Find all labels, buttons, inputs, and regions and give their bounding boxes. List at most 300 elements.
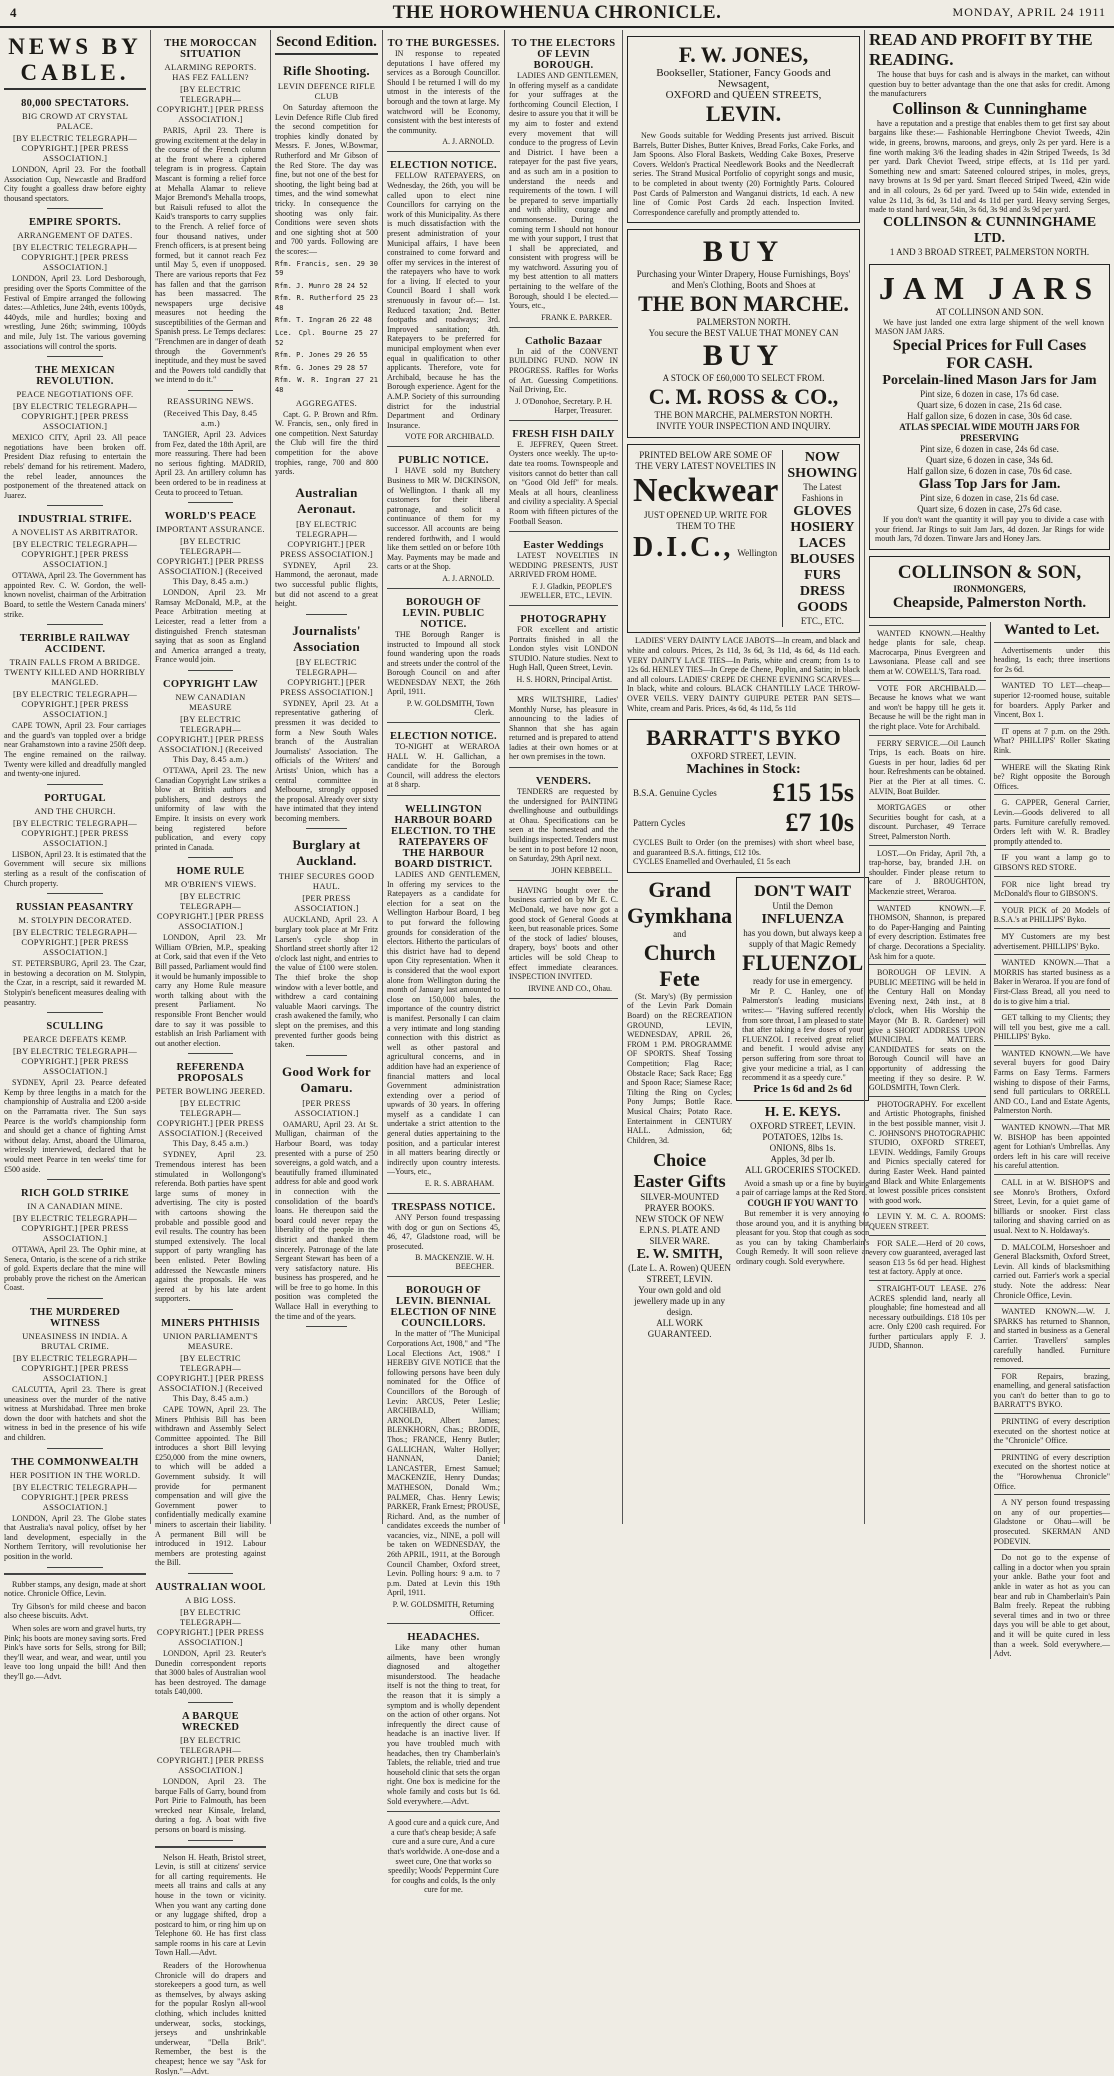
collinson-son-name: COLLINSON & SON,	[897, 561, 1082, 583]
article-body: LISBON, April 23. It is estimated that the Government will secure six millions sterling as a result of the confiscation of Church property.	[4, 849, 146, 888]
article-headline: TERRIBLE RAILWAY ACCIDENT.	[19, 633, 131, 656]
fw-jones-name: F. W. JONES,	[678, 42, 809, 67]
divider	[509, 689, 618, 690]
article-headline: MINERS PHTHISIS	[161, 1317, 260, 1329]
jewellery-note: Your own gold and old jewellery made up in any design.	[634, 1285, 726, 1318]
plate-silverware: NEW STOCK OF NEW E.P.N.S. PLATE AND SILVER WARE.	[635, 1214, 724, 1247]
he-keys-address: OXFORD STREET, LEVIN.	[750, 1120, 856, 1131]
notice-heading: Easter Weddings	[523, 540, 604, 552]
collinson-son-ad	[869, 556, 1110, 618]
classified-ad: IT opens at 7 p.m. on the 29th. What? PHILLIPS' Roller Skating Rink.	[994, 723, 1111, 756]
rifle-body-2: Capt. G. P. Brown and Rfm. W. Francis, sen., only fired in one competition. Next Saturday the Club will fire the third competition for the above trophies, range, 700 and 800 yards.	[275, 409, 378, 477]
classified-ad: MORTGAGES or other Securities bought for cash, at a discount. Purchaser, 49 Terrace Street, Palmerston North.	[869, 799, 986, 841]
issue-date: MONDAY, APRIL 24 1911	[952, 5, 1106, 19]
rifle-subheading: LEVIN DEFENCE RIFLE CLUB	[277, 81, 376, 101]
notice-heading: ELECTION NOTICE.	[390, 731, 497, 743]
classified-ad: Wanted to Let.	[1004, 621, 1100, 638]
fluenzol-sub: has you down, but always keep a supply of that Magic Remedy	[743, 927, 863, 949]
article-body: CAPE TOWN, April 23. The Miners Phthisis Bill has been withdrawn and Assembly Select Committee appointed. The Bill introduces a short Bill levying £250,000 from the mine owners, to which will be added a Government subsidy. It will provide for permanent compensation and will give the Government power to confidentially medically examine miners to ascertain their liability. A permanent Bill will be introduced in 1912. Labour members are protesting against the Bill.	[155, 1404, 266, 1568]
divider	[47, 893, 104, 894]
list-item: FURS	[804, 568, 841, 584]
second-edition-banner: Second Edition.	[275, 30, 378, 55]
notice-body: LATEST NOVELTIES IN WEDDING PRESENTS, JUST ARRIVED FROM HOME.	[509, 551, 618, 580]
article-body: SYDNEY, April 23. Tremendous interest has been stimulated in Wollongong's referenda. Both parties have spent large sums of money in advertising. The city is posted with cartoons showing the probable and possible good and evil results. The country has been stumped extensively. The local support of party wrangling has been enlisted. Peter Bowling addressed the Newcastle miners against the proposals. He was jeered at by his late ardent supporters.	[155, 1150, 266, 1304]
list-item: Rfm. P. Jones 29 26 55	[275, 351, 368, 360]
notice-body: MRS WILTSHIRE, Ladies' Monthly Nurse, has pleasure in announcing to the ladies of Shannon that she has again returned and is prepared to attend ladies at their own homes or at her own premises in the town.	[509, 694, 618, 762]
notice-body: In aid of the CONVENT BUILDING FUND. NOW IN PROGRESS. Raffles for Works of Art. Guessing Competitions. Nail Driving, Etc.	[509, 346, 618, 395]
masthead	[0, 0, 1114, 28]
list-item: Rfm. W. R. Ingram 27 21 48	[275, 376, 378, 395]
list-item: DRESS GOODS	[797, 584, 848, 616]
column-second-edition	[270, 30, 382, 1524]
divider	[509, 327, 618, 328]
divider	[509, 880, 618, 881]
dic-just: JUST OPENED UP. WRITE FOR THEM TO THE	[643, 510, 768, 532]
pattern-label: Pattern Cycles	[633, 817, 686, 828]
classified-ad: YOUR PICK of 20 Models of B.S.A.'s at PHILLIPS' Byko.	[994, 902, 1111, 925]
classified-ad: Advertisements under this heading, 1s each; three insertions for 2s 6d.	[994, 642, 1111, 675]
classified-ad: A NY person found trespassing on any of our properties—Gladstone or Ohau—will be prosecuted. SKERMAN AND PODEVIN.	[994, 1494, 1111, 1546]
list-item: Try Gibson's for mild cheese and bacon also cheese biscuits. Advt.	[4, 1601, 146, 1621]
list-item: POTATOES, 12lbs 1s.	[762, 1131, 843, 1142]
article-subheading: M. STOLYPIN DECORATED.	[18, 915, 132, 926]
bottom-ads	[627, 876, 870, 1341]
collinson-address: 1 AND 3 BROAD STREET, PALMERSTON NORTH.	[889, 246, 1090, 257]
list-item: Quart size, 6 dozen in case, 21s 6d case.	[917, 399, 1062, 410]
article-headline: COPYRIGHT LAW	[162, 678, 258, 690]
article-body: LONDON, April 23. Mr Ramsay McDonald, M.P., at the Peace Arbitration meeting at Leicester, read a letter from a distinguished French statesman saying that as soon as England and America arranged a treaty, France would join.	[155, 588, 266, 665]
article-body: SYDNEY, April 23. Hammond, the aeronaut, made two successful public flights, but did not ascend to a great height.	[275, 560, 378, 609]
notice-signature: J. O'Donohoe, Secretary. P. H. Harper, Treasurer.	[515, 396, 612, 415]
classified-ad: WANTED KNOWN.—That MR W. BISHOP has been appointed agent for Lothian's Umbrellas. Any orders left in his care will receive his careful attention.	[994, 1119, 1111, 1171]
classifieds-left	[869, 622, 986, 1659]
notices-5	[509, 38, 618, 999]
gymkhana-grand: Grand	[648, 876, 711, 902]
list-item: Pint size, 6 dozen in case, 17s 6d case.	[920, 388, 1059, 399]
work-guaranteed: ALL WORK GUARANTEED.	[647, 1318, 712, 1340]
jam-note: If you don't want the quantity it will pay you to divide a case with your friend. Jar Rings to suit Jam Jars, 4d dozen. Jar Rings for wide mouth Jars, 7d dozen. Tinware Jars and Honey Jars.	[875, 514, 1104, 544]
classified-ad: WANTED KNOWN.—F. THOMSON, Shannon, is prepared to do Paper-Hanging and Painting of every description. Estimates free of charge. Decorations a Speciality. Ask him for a quote.	[869, 900, 986, 962]
cheapside-address: Cheapside, Palmerston North.	[892, 594, 1087, 611]
article-subheading: PEACE NEGOTIATIONS OFF.	[16, 389, 134, 400]
article-headline: Journalists' Association	[292, 622, 361, 654]
article-subheading: PEARCE DEFEATS KEMP.	[22, 1034, 127, 1045]
article-credit: [BY ELECTRIC TELEGRAPH—COPYRIGHT.] [PER PRESS ASSOCIATION.]	[12, 1353, 137, 1384]
article-body: SYDNEY, April 23. Pearce defeated Kemp by three lengths in a match for the championship of Australia and £200 a-side on the Parramatta river. The Sun says Pearce is the world's championship form and should get a chance of fighting Arnst without delay. Arnst, aboard the Ulimaroa, wirelessly interviewed, declared that he would meet Pearce in ten weeks' time for £500 aside.	[4, 1078, 146, 1174]
porcelain-sizes	[875, 389, 1104, 422]
divider	[47, 1179, 104, 1180]
notice-signature: P. W. GOLDSMITH, Returning Officer.	[392, 1600, 494, 1619]
divider	[188, 1702, 232, 1703]
classified-ad: LEVIN Y. M. C. A. ROOMS: QUEEN STREET.	[869, 1208, 986, 1231]
divider	[509, 531, 618, 532]
notice-body: TENDERS are requested by the undersigned for PAINTING dwellinghouse and outbuildings at Ohau. Specifications can be seen at the homestead and the buildings inspected. Tenders must be sent in to post before 12 noon, on Saturday, 29th April next.	[509, 787, 618, 864]
fw-jones-body: New Goods suitable for Wedding Presents just arrived. Biscuit Barrels, Butter Dishes, Butter Knives, Bread Forks, Cake Forks, and Jam Spoons. Also Floral Baskets, Wedding Cake Boxes, Preserve Covers. Weldon's Practical Needlework Books and the Needlecraft series. The Strand Musical Portfolio of copyright songs and music, to be completed in about twenty (20) Fortnightly Parts. Coloured Post Cards of Palmerston and Wanganui districts, 1d each. A new line of Comic Post Cards 2d each. Inspection Invited. Correspondence carefully and promptly attended to.	[633, 131, 854, 217]
article-credit: [BY ELECTRIC TELEGRAPH—COPYRIGHT.] [PER PRESS ASSOCIATION.]	[12, 133, 137, 163]
article-credit: [BY ELECTRIC TELEGRAPH—COPYRIGHT.] [PER PRESS ASSOCIATION.] (Received This Day, 8.45 a.m.)	[156, 1098, 265, 1149]
article-credit: [BY ELECTRIC TELEGRAPH—COPYRIGHT.] [PER PRESS ASSOCIATION.]	[12, 817, 137, 848]
cable-items	[4, 98, 146, 1568]
list-item: ALL GROCERIES STOCKED.	[745, 1164, 861, 1175]
divider	[306, 828, 347, 829]
byko-address: OXFORD STREET, LEVIN.	[690, 751, 797, 762]
classified-ad: PRINTING of every description executed on the shortest notice at the "Chronicle" Office.	[994, 1413, 1111, 1446]
notice-heading: BOROUGH OF LEVIN. PUBLIC NOTICE.	[402, 596, 485, 630]
atlas-jars: ATLAS SPECIAL WIDE MOUTH JARS FOR PRESERVING	[899, 421, 1080, 443]
article-headline: HOME RULE	[176, 866, 245, 878]
article-headline: 80,000 SPECTATORS.	[21, 98, 129, 109]
article-body: TANGIER, April 23. Advices from Fez, dated the 18th April, are more reassuring. There had been no serious fighting. MADRID, April 23. An artillery column has been ordered to be in readiness at Ceuta to proceed to Tetuan.	[155, 430, 266, 497]
fw-jones-ad	[627, 36, 860, 223]
divider	[509, 605, 618, 606]
column-advertisements	[622, 30, 870, 1524]
collinson-firm: COLLINSON & CUNNINGHAME LTD.	[882, 214, 1097, 246]
ew-smith-address: (Late L. A. Rowen) QUEEN STREET, LEVIN.	[628, 1263, 732, 1285]
fluenzol-column	[736, 877, 869, 1341]
article-credit: [BY ELECTRIC TELEGRAPH—COPYRIGHT.] [PER PRESS ASSOCIATION.] (Received This Day, 8.45 a.m.)	[156, 713, 265, 764]
newspaper-title: THE HOROWHENUA CHRONICLE.	[392, 2, 722, 23]
article-credit: [BY ELECTRIC TELEGRAPH—COPYRIGHT.] [PER PRESS ASSOCIATION.]	[12, 1046, 137, 1077]
article-body: PARIS, April 23. There is growing excitement at the delay in the course of the French column at the front where a ciphered telegram is in progress. Captain Mascant is forming a relief force at Mehalla Alamar to relieve Major Bremond's Mehalla troops, but Raisuli refused to allot the Kaid's transports to carry supplies to the French. A relief force of four thousand natives, under French officers, is at present being formed, but it cannot reach Fez until May 5, even if unopposed. There are various reports that Fez has fallen and that the garrison has been massacred. The newspapers urge decisive measures not heeding the susceptibilities of the German and Spanish press. Le Temps declares: "Frenchmen are in danger of death through the Government's ineptitude, and they must be saved and the Powers told candidly that we intend to do it."	[155, 126, 266, 385]
classified-ad: IF you want a lamp go to GIBSON'S RED STORE.	[994, 849, 1111, 872]
article-subheading: ARRANGEMENT OF DATES.	[17, 230, 133, 241]
jam-jars-at: AT COLLINSON AND SON.	[935, 306, 1044, 317]
divider	[47, 356, 104, 357]
dic-name: D.I.C.,	[633, 532, 734, 564]
glass-sizes	[875, 493, 1104, 515]
machines-in-stock: Machines in Stock:	[686, 762, 801, 778]
article-body: LONDON, April 23. For the football Association Cup, Newcastle and Bradford City fought a goalless draw before eighty thousand spectators.	[4, 165, 146, 203]
rifle-scores	[275, 260, 378, 396]
notice-signature: H. S. HORN, Principal Artist.	[516, 674, 612, 684]
article-credit: (Received This Day, 8.45 a.m.)	[163, 408, 258, 429]
divider	[188, 670, 232, 671]
article-subheading: REASSURING NEWS.	[167, 396, 254, 407]
divider	[509, 998, 618, 999]
dic-list	[787, 504, 857, 616]
article-credit: [BY ELECTRIC TELEGRAPH—COPYRIGHT.] [PER PRESS ASSOCIATION.]	[12, 1481, 137, 1512]
collinson-intro: The house that buys for cash and is always in the market, can without question buy to better advantage than the one that asks for credit. Among the manufacturers	[869, 70, 1110, 99]
article-credit: [BY ELECTRIC TELEGRAPH—COPYRIGHT.] [PER PRESS ASSOCIATION.]	[12, 539, 137, 570]
article-credit: [BY ELECTRIC TELEGRAPH—COPYRIGHT.] [PER PRESS ASSOCIATION.]	[12, 242, 137, 273]
article-headline: WORLD'S PEACE	[164, 511, 257, 523]
list-item: Pint size, 6 dozen in case, 24s 6d case.	[920, 443, 1059, 454]
divider	[47, 1448, 104, 1449]
page-number: 4	[10, 5, 17, 20]
cough-heading: COUGH IF YOU WANT TO	[747, 1198, 859, 1208]
fw-jones-address: OXFORD and QUEEN STREETS,	[665, 89, 822, 101]
article-credit: [BY ELECTRIC TELEGRAPH—COPYRIGHT.] [PER PRESS ASSOCIATION.]	[12, 1213, 137, 1244]
fluenzol-name: FLUENZOL	[742, 949, 864, 975]
divider	[306, 1055, 347, 1056]
special-prices: Special Prices for Full Cases FOR CASH.	[892, 336, 1087, 372]
article-credit: [PER PRESS ASSOCIATION.]	[294, 1097, 359, 1118]
divider	[387, 1623, 500, 1624]
article-subheading: NEW CANADIAN MEASURE	[175, 691, 246, 712]
article-headline: INDUSTRIAL STRIFE.	[18, 514, 132, 526]
rifle-body: On Saturday afternoon the Levin Defence Rifle Club fired the second competition for trophies kindly donated by Messrs. F. Jones, W.Bowmar, Rutherford and Mr Gibson of the Red Store. The day was fine, but not one of the best for shooting, the light being bad at times, and the wind somewhat tricky. In consequence the shooting was only fair. Conditions were seven shots and one sighting shot at 500 and 700 yards. Following are the scores:—	[275, 103, 378, 256]
bon-invite: INVITE YOUR INSPECTION AND INQUIRY.	[656, 421, 831, 432]
porcelain-jars: Porcelain-lined Mason Jars for Jam	[882, 372, 1097, 388]
classified-ad: PRINTING of every description executed on the shortest notice at the "Horowhenua Chronicle" Office.	[994, 1449, 1111, 1491]
gymkhana-column	[627, 877, 732, 1341]
classified-ad: MY Customers are my best advertisement. PHILLIPS' Byko.	[994, 928, 1111, 951]
article-credit: [BY ELECTRIC TELEGRAPH—COPYRIGHT.] [PER PRESS ASSOCIATION.]	[156, 84, 265, 124]
list-item: When soles are worn and gravel hurts, try Pink; his boots are money saving sorts. Fred Pink's have sorts for Sells, strong for Bill; they'll wear, and wear, and wear, until you leave too long unpaid the bill! And then they'll go.—Advt.	[4, 1623, 146, 1681]
list-item: Rfm. T. Ingram 26 22 48	[275, 316, 372, 325]
divider	[387, 446, 500, 447]
article-body: MEXICO CITY, April 23. All peace negotiations have been broken off. President Diaz refusing to entertain the rebels' demand for his retirement. Madero, the rebel leader, announces the postponement of the threatened attack on Juarez.	[4, 433, 146, 500]
classified-ad: WANTED TO LET—cheap—superior 12-roomed house, suitable for boarders. Apply Parker and Vincent, Box 1.	[994, 677, 1111, 719]
list-item: Readers of the Horowhenua Chronicle will do drapers and storekeepers a good turn, as well as themselves, by always asking for the popular Roslyn all-wool clothing, which includes knitted underwear, socks, stockings, jerseys and unshrinkable underwear, "Della Brik". Remember, the best is the cheapest; hence we say "Ask for Roslyn."—Advt.	[155, 1961, 266, 2076]
article-credit: [BY ELECTRIC TELEGRAPH—COPYRIGHT.] [PER PRESS ASSOCIATION.]	[156, 1734, 265, 1775]
article-body: LONDON, April 23. Lord Desborough, presiding over the Sports Committee of the Festival of Empire arranged the following dates:—Athletics, June 24th, events 100yds, 440yds, mile and hurdles; boxing and wrestling, June 26th; swimming, 100yds and mile, July 1st. The various governing associations will control the sports.	[4, 274, 146, 351]
notice-body: Like many other human ailments, have been wrongly diagnosed and altogether misunderstood. The headache itself is not the thing to treat, for the reason that it is simply a symptom and is wholly dependent on the action of other organs. Not infrequently the direct cause of headache is an inactive liver. If you have troubled much with headaches, then try Chamberlain's Tablets, the reliable, tried and true household clinic that sets the organ right. One box is medicine for the whole family and costs but 1s 6d. Sold everywhere.—Advt.	[387, 1643, 500, 1806]
article-body: LONDON, April 23. Reuter's Dunedin correspondent reports that 3000 bales of Australian wool has been destroyed. The damage totals £40,000.	[155, 1649, 266, 1697]
article-body: OTTAWA, April 23. The Ophir mine, at Seneca, Ontario, is the scene of a rich strike of gold. Experts declare that the mine will probably prove the richest on the American Coast.	[4, 1245, 146, 1293]
glass-top-jars: Glass Top Jars for Jam.	[918, 476, 1061, 492]
jam-jars-ad	[869, 264, 1110, 550]
column-election-notices	[382, 30, 504, 1895]
notice-heading: PHOTOGRAPHY	[520, 613, 607, 625]
cm-ross-name: C. M. ROSS & CO.,	[648, 384, 839, 410]
collinson-cunninghame-name: Collinson & Cunninghame	[892, 98, 1087, 118]
bon-lead: Purchasing your Winter Drapery, House Furnishings, Boys' and Men's Clothing, Boots and Shoes at	[636, 269, 851, 291]
dic-prices: LADIES' VERY DAINTY LACE JABOTS—In cream, and black and white and colours. Prices, 2s 11d, 3s 6d, 3s 11d, 4s 6d, 4s 11d each. VERY DAINTY LACE TIES—In Paris, white and cream; from 1s to 12s 6d. HENLEY TIES—In Crepe de Chene, Poplin, and Satin; in black and all colours. LADIES' CREPE DE CHENE EVENING SCARVES—In black, white and colours. BLACK CHANTILLY LACE THROW-OVER VEILS. VERY DAINTY GUIPURE PETER PAN SETS—White, cream and Paris. Prices, 4s 6d, 4s 11d, 5s 11d	[627, 636, 860, 713]
article-subheading: A NOVELIST AS ARBITRATOR.	[11, 527, 139, 538]
gymkhana-title: Gymkhana	[627, 902, 733, 928]
bon-sub: You secure the BEST VALUE THAT MONEY CAN	[648, 328, 839, 339]
article-subheading: BIG CROWD AT CRYSTAL PALACE.	[22, 111, 128, 131]
classified-ad: LOST.—On Friday, April 7th, a trap-horse, bay, branded J.H. on shoulder. Finder please return to care of J. BROUGHTON, Mackenzie street, Weraroa.	[869, 845, 986, 897]
article-body: LONDON, April 23. The Globe states that Australia's naval policy, offset by her land development, especially in the Northern Territory, will revolutionise her position in the world.	[4, 1513, 146, 1561]
notice-heading: TO THE ELECTORS OF LEVIN BOROUGH.	[511, 38, 616, 71]
bsa-price: £15 15s	[772, 778, 854, 808]
classified-ad: FOR Repairs, brazing, enamelling, and general satisfaction you can't do better than to go to BARRATT'S BYKO.	[994, 1368, 1111, 1410]
article-headline: AUSTRALIAN WOOL	[155, 1582, 266, 1593]
dic-city: Wellington	[737, 548, 778, 559]
article-subheading: ALARMING REPORTS. HAS FEZ FALLEN?	[164, 62, 257, 82]
jam-lead: We have just landed one extra large shipment of the well known MASON JAM JARS.	[875, 317, 1104, 337]
prayer-books: SILVER-MOUNTED PRAYER BOOKS.	[640, 1192, 719, 1214]
notice-heading: VENDERS.	[535, 776, 592, 788]
notice-body: TO-NIGHT at WERAROA HALL W. H. Gallichan, a candidate for the Borough Council, will address the electors at 8 sharp.	[387, 742, 500, 790]
column-collinson-ads	[864, 30, 1114, 1659]
list-item: Half gallon size, 6 dozen in case, 70s 6d case.	[907, 465, 1072, 476]
notice-signature: A. J. ARNOLD.	[442, 137, 494, 147]
bsa-label: B.S.A. Genuine Cycles	[633, 787, 717, 798]
divider	[188, 1573, 232, 1574]
classifieds	[869, 622, 1110, 1659]
he-keys-name: H. E. KEYS.	[764, 1104, 841, 1120]
article-credit: [BY ELECTRIC TELEGRAPH—COPYRIGHT.] [PER PRESS ASSOCIATION.]	[156, 891, 265, 932]
article-body: OTTAWA, April 23. The new Canadian Copyright Law strikes a blow at British authors and publishers, and destroys the uniformity of law with the Empire. It insists on every work being registered before publication, and every copy printed in Canada.	[155, 765, 266, 852]
article-credit: [BY ELECTRIC TELEGRAPH—COPYRIGHT.] [PER PRESS ASSOCIATION.] (Received This Day, 8.45 a.m.)	[156, 536, 265, 587]
list-item: Nelson H. Heath, Bristol street, Levin, is still at citizens' service for all carting requirements. He meets all trains and calls at any house in the town or vicinity. When you want any carting done or any luggage shifted, drop a postcard to him, or ring him up on Telephone 60. He has first class sample rooms in his care at Levin Town Hall.—Advt.	[155, 1852, 266, 1958]
classified-ad: G. CAPPER, General Carrier, Levin.—Goods delivered to all parts. Furniture carefully removed. Orders left with W. R. Bradley promptly attended to.	[994, 794, 1111, 846]
notice-heading: FRESH FISH DAILY	[512, 428, 615, 440]
classified-ad: GET talking to my Clients; they will tell you best, give me a call. PHILLIPS' Byko.	[994, 1009, 1111, 1042]
list-item: HOSIERY	[790, 520, 855, 536]
notice-heading: Catholic Bazaar	[524, 335, 603, 347]
divider	[387, 588, 500, 589]
list-item: Quart size, 6 dozen in case, 27s 6d case.	[917, 503, 1062, 514]
list-item: Rfm. J. Munro 28 24 52	[275, 281, 368, 290]
notice-heading: HEADACHES.	[407, 1632, 480, 1644]
article-headline: SCULLING	[46, 1021, 104, 1033]
article-subheading: A BIG LOSS.	[185, 1595, 236, 1605]
bon-marche-name: THE BON MARCHE.	[638, 291, 849, 317]
article-credit: [PER PRESS ASSOCIATION.]	[294, 893, 359, 914]
article-body: SYDNEY, April 23. At a representative gathering of pressmen it was decided to form a New South Wales branch of the Australian Journalists' Association. The officials of the Writers' and Artists' Union, which has a central committee in Melbourne, strongly opposed the proposal. Already over sixty have intimated that they intend becoming members.	[275, 698, 378, 823]
divider	[387, 1811, 500, 1812]
divider	[188, 1309, 232, 1310]
notice-body: FOR excellent and artistic Portraits finished in all the London styles visit LONDON STUDIO. Nature studies. Next to Hugh Hall, Queen Street, Levin.	[509, 624, 618, 673]
article-headline: THE MURDERED WITNESS	[29, 1307, 121, 1330]
article-body: OAMARU, April 23. At St. Mulligan, chairman of the Harbour Board, was today presented with a purse of 250 sovereigns, a gold watch, and a beautifully framed illuminated address for able and good work in connection with the consolidation of the board's loans. He thereupon said the board could never repay the liberality of the people in the district and thanked them sincerely. Patronage of the late Sergeant Stewart has been of a very satisfactory nature. His business has prospered, and he will be free to go home. In this position was completed the Wallace Hall in everything to the time and of the years.	[275, 1119, 378, 1321]
column-local-notices	[504, 30, 622, 1524]
divider	[387, 1276, 500, 1277]
notice-signature: F. J. Gladkin, PEOPLE'S JEWELLER, ETC., LEVIN.	[520, 581, 612, 600]
article-subheading: IMPORTANT ASSURANCE.	[156, 524, 265, 535]
classified-ad: FOR SALE.—Herd of 20 cows, every cow guaranteed, averaged last season £13 5s 6d per head. Highest test at factory. Apply at once.	[869, 1235, 986, 1277]
article-headline: RUSSIAN PEASANTRY	[16, 902, 134, 914]
cough-body: But remember it is very annoying to those around you, and it is anything but pleasant for you. Stop that cough as soon as you can by taking Chamberlain's Cough Remedy. It will soon relieve an ordinary cough. Sold everywhere.	[736, 1209, 870, 1266]
divider	[47, 1567, 104, 1568]
article-subheading: TRAIN FALLS FROM A BRIDGE. TWENTY KILLED AND HORRIBLY MANGLED.	[4, 657, 146, 688]
notice-heading: ELECTION NOTICE.	[390, 160, 497, 172]
divider	[509, 420, 618, 421]
divider	[188, 1053, 232, 1054]
notice-signature: VOTE FOR ARCHIBALD.	[404, 432, 494, 442]
list-item: Rfm. Francis, sen. 29 30 59	[275, 259, 378, 278]
article-headline: Good Work for Oamaru.	[282, 1063, 371, 1095]
peppermint-cure-rhyme: A good cure and a quick cure, And a cure that's cheap beside; A safe cure and a sure cure, And a cure that's worldwide. A one-dose and a sweet cure, One that works so speedily; Woods' Peppermint Cure for coughs and colds, Is the only cure for me.	[387, 1818, 500, 1895]
article-headline: Burglary at Auckland.	[292, 837, 361, 869]
ironmongers: IRONMONGERS,	[953, 583, 1026, 594]
atlas-sizes	[875, 444, 1104, 477]
list-item: Quart size, 6 dozen in case, 34s 6d.	[926, 454, 1053, 465]
dic-now-showing: NOW SHOWING	[787, 450, 858, 482]
cm-ross-address: THE BON MARCHE, PALMERSTON NORTH.	[654, 410, 833, 421]
classified-ad: VOTE FOR ARCHIBALD.—Because he knows what we want and won't be happy till he gets it. Because he will be the right man in the right place. Vote for Archibald.	[869, 680, 986, 732]
article-headline: EMPIRE SPORTS.	[29, 217, 121, 229]
notice-body: E. JEFFREY, Queen Street. Oysters once weekly. The up-to-date tea rooms. Townspeople and visitors cannot do better than call on "Good Old Jeff" for meals. Meals at all hours, cleanliness and civility a speciality. A Special Room with fifteen pictures of the Football Season.	[509, 439, 618, 526]
divider	[509, 767, 618, 768]
article-body: LONDON, April 23. Mr William O'Brien, M.P., speaking at Cork, said that even if the Veto Bill passed, Parliament would find it would be humanly impossible to carry any Home Rule measure worth talking about with the present Parliament. No responsible Front Bencher would dare to say it was possible to establish an Irish Parliament with out another election.	[155, 933, 266, 1048]
divider	[47, 1012, 104, 1013]
choice-gifts-title: Choice Easter Gifts	[633, 1150, 726, 1192]
article-subheading: AND THE CHURCH.	[34, 805, 116, 816]
classified-ad: FOR nice light bread try McDonald's flour to GIBSON'S.	[994, 876, 1111, 899]
until-demon: Until the Demon	[772, 900, 833, 911]
column-news-by-cable	[0, 30, 150, 1681]
article-body: CALCUTTA, April 23. There is great uneasiness over the murder of the native witness at Murshidabad. Three men broke down the door with hatchets and shot the witness in bed in the presence of his wife and children.	[4, 1385, 146, 1443]
divider	[306, 1326, 347, 1327]
cable-items-2	[155, 38, 266, 1841]
dic-left	[633, 450, 778, 627]
gymkhana-and: and	[673, 928, 687, 939]
divider	[188, 502, 232, 503]
dic-right	[782, 450, 857, 627]
notice-body: HAVING bought over the business carried on by Mr E. C. McDonald, we have now got a good stock of General Goods at keen, but reasonable prices. Some of the stock of ladies' blouses, drapery, boys' boots and other articles will be sold Cheap to effect immediate clearances. INSPECTION INVITED.	[509, 885, 618, 982]
article-subheading: HER POSITION IN THE WORLD.	[9, 1469, 141, 1480]
article-credit: [BY ELECTRIC TELEGRAPH—COPYRIGHT.] [PER PRESS ASSOCIATION.]	[12, 927, 137, 958]
notice-heading: TO THE BURGESSES.	[387, 38, 500, 49]
divider	[47, 1298, 104, 1299]
notice-body: THE Borough Ranger is instructed to Impound all stock found wandering upon the roads and streets under the control of the Borough Council on and after WEDNESDAY NEXT, the 26th April, 1911.	[387, 629, 500, 697]
byko-enamel: CYCLES Enamelled and Overhauled, £1 5s each	[633, 857, 791, 867]
article-credit: [BY ELECTRIC TELEGRAPH—COPYRIGHT.] [PER PRESS ASSOCIATION.]	[156, 1607, 265, 1647]
church-fete-title: Church Fete	[643, 939, 716, 991]
article-headline: THE COMMONWEALTH	[11, 1456, 139, 1468]
byko-built: CYCLES Built to Order (on the premises) with short wheel base, and guaranteed B.S.A. fittings, £12 10s.	[633, 838, 854, 857]
divider	[306, 614, 347, 615]
notice-body: In the matter of "The Municipal Corporations Act, 1908," and "The Local Elections Act, 1908." I HEREBY GIVE NOTICE that the following persons have been duly nominated for the Office of Councillors of the Borough of Levin: ARCUS, Peter Leslie; ARCHIBALD, William; ARNOLD, Albert James; BLENKHORN, Chas.; BRODIE, Thos.; FRANCE, Henry Butler; GALLICHAN, Walter Hollyer; HANNAN, Daniel; LANCASTER, Ernest Samuel; MACKENZIE, Henry Dundas; MATHESON, Donald Wm.; PALMER, Chas. Henry Lewis; PARKER, Frank Ernest; PROUSE, Richard. And, as the number of candidates exceeds the number of vacancies, viz., NINE, a poll will be taken on WEDNESDAY, the 26th APRIL, 1911, at the Borough Council Chamber, Oxford street, Levin. Polling hours: 9 a.m. to 7 p.m. Dated at Levin this 19th April, 1911.	[387, 1329, 500, 1598]
classified-ad: FERRY SERVICE.—Oil Launch Trips, 1s each. Boats on hire. Guests in per hour, ladies 6d per hour. Refreshments can be obtained. Pier at the Pier at all times. C. ALVIN, Boat Builder.	[869, 735, 986, 797]
divider	[155, 1846, 266, 1848]
fw-jones-town: LEVIN.	[705, 101, 782, 126]
list-item: Half gallon size, 6 dozen in case, 30s 6d case.	[907, 410, 1072, 421]
classified-ad: CALL in at W. BISHOP'S and see Monro's Brothers, Oxford Street, Levin, for a quiet game of billiards or snooker. First class tailoring and shaving carried on as usual. Next to N. Holdaway's.	[994, 1174, 1111, 1236]
article-subheading: THIEF SECURES GOOD HAUL.	[278, 871, 375, 892]
buy-heading: BUY	[702, 235, 785, 269]
rifle-aggregates: AGGREGATES.	[295, 397, 358, 408]
list-item: Apples, 3d per lb.	[770, 1153, 835, 1164]
ew-smith-name: E. W. SMITH,	[636, 1247, 723, 1263]
buy-heading-2: BUY	[702, 339, 785, 373]
dic-lead: PRINTED BELOW ARE SOME OF THE VERY LATEST NOVELTIES IN	[635, 450, 776, 472]
notice-body: I HAVE sold my Butchery Business to MR W. DICKINSON, of Wellington. I thank all my customers for their liberal patronage, and solicit a continuance of them for my successor. All accounts are being rendered forthwith, and I would like them settled on or before 10th May. Payments may be made and carts or at the Shop.	[387, 466, 500, 572]
list-item: Rfm. R. Rutherford 25 23 48	[275, 294, 378, 312]
list-item: Rfm. G. Jones 29 28 57	[275, 363, 368, 372]
article-subheading: IN A CANADIAN MINE.	[27, 1201, 123, 1212]
column-cable-news-2	[150, 30, 270, 2076]
article-subheading: PETER BOWLING JEERED.	[155, 1086, 266, 1097]
fluenzol-testimonial: Mr P. C. Hanley, one of Palmerston's leading musicians writes:— "Having suffered recently from sore throat, I am pleased to state that after taking a few doses of your FLUENZOL I received great relief and benefit. I would advise any person suffering from sore throat to give your medicine a trial, as I can recommend it as a speedy cure."	[742, 986, 864, 1083]
divider	[4, 1573, 146, 1575]
notice-heading: TRESPASS NOTICE.	[391, 1202, 496, 1214]
bon-stock: A STOCK OF £60,000 TO SELECT FROM.	[662, 373, 825, 384]
article-body: CAPE TOWN, April 23. Four carriages and the guard's van toppled over a bridge near Grahamstown into a ravine 250ft deep. The engine remained on the railway. Twenty were killed and dreadfully mangled and twenty-one injured.	[4, 721, 146, 779]
article-headline: A BARQUE WRECKED	[181, 1710, 240, 1733]
classified-ad: BOROUGH OF LEVIN. A PUBLIC MEETING will be held in the Century Hall on Monday Evening next, 24th inst., at 8 o'clock, when His Worship the Mayor (Mr B. R. Gardener) will give a SHORT ADDRESS UPON MUNICIPAL MATTERS. CANDIDATES for seats on the Borough Council will have an opportunity of addressing the meeting if they so desire. P. W. GOLDSMITH, Town Clerk.	[869, 964, 986, 1093]
list-item: GLOVES	[793, 504, 852, 520]
divider	[387, 151, 500, 152]
byko-name: BARRATT'S BYKO	[646, 725, 841, 751]
divider	[47, 208, 104, 209]
notice-body: FELLOW RATEPAYERS, on Wednesday, the 26th, you will be called upon to elect nine Councillors for carrying on the work of this Municipality. As there is much dissatisfaction with the present administration of your Municipal affairs, I have been constrained to come forward and offer my services in the interest of the ratepayers who have to work for a living. If elected to your Council Board I shall work strenuously in favour of:— 1st. Reduced taxation; 2nd. Better footpaths and roadways; 3rd. Improved sanitation; 4th. Ratepayers to be preferred for municipal employment when ever equal in qualification to other applicants. Therefore, vote for Archibald, because he has the Borough experience. Agent for the A.M.P. Society of this surrounding district for the industrial Department and Ordinary Insurance.	[387, 171, 500, 430]
neckwear-heading: Neckwear	[633, 472, 779, 510]
carriage-lamps: Avoid a smash up or a fine by buying a pair of carriage lamps at the Red Store.	[736, 1178, 870, 1198]
classifieds-right	[990, 622, 1111, 1659]
classified-ad: WHERE will the Skating Rink be? Right opposite the Borough Offices.	[994, 759, 1111, 792]
article-body: AUCKLAND, April 23. A burglary took place at Mr Fritz Larsen's cycle shop in Shortland street shortly after 12 o'clock last night, and entries to the value of £100 were stolen. The thief broke the shop window with a lever bottle, and withdrew a card containing valuable Maori carvings. The crash awakened the family, who slept on the premises, and this prevented further goods being taken.	[275, 915, 378, 1050]
article-credit: [BY ELECTRIC TELEGRAPH—COPYRIGHT.] [PER PRESS ASSOCIATION.] (Received This Day, 8.45 a.m.)	[156, 1352, 265, 1403]
notice-body: ANY Person found trespassing with dog or gun on Sections 45, 46, 47, Gladstone road, will be prosecuted.	[387, 1213, 500, 1251]
notice-heading: BOROUGH OF LEVIN. BIENNIAL ELECTION OF NINE COUNCILLORS.	[390, 1285, 497, 1330]
notice-heading: WELLINGTON HARBOUR BOARD ELECTION. TO THE RATEPAYERS OF THE HARBOUR BOARD DISTRICT.	[391, 804, 496, 871]
divider	[47, 624, 104, 625]
notice-heading: PUBLIC NOTICE.	[398, 455, 489, 467]
classified-ad: D. MALCOLM, Horseshoer and General Blacksmith, Oxford Street, Levin. All kinds of blacksmithing carried out. Farrier's work a special study. Note the address: Near Chronicle Office, Levin.	[994, 1239, 1111, 1301]
read-and-profit: READ AND PROFIT BY THE READING.	[869, 30, 1093, 69]
article-headline: THE MEXICAN REVOLUTION.	[35, 365, 115, 388]
list-item: BLOUSES	[790, 552, 855, 568]
fluenzol-price: Price 1s 6d and 2s 6d	[753, 1082, 853, 1095]
article-headline: RICH GOLD STRIKE	[20, 1188, 130, 1200]
pattern-price: £7 10s	[785, 808, 854, 838]
